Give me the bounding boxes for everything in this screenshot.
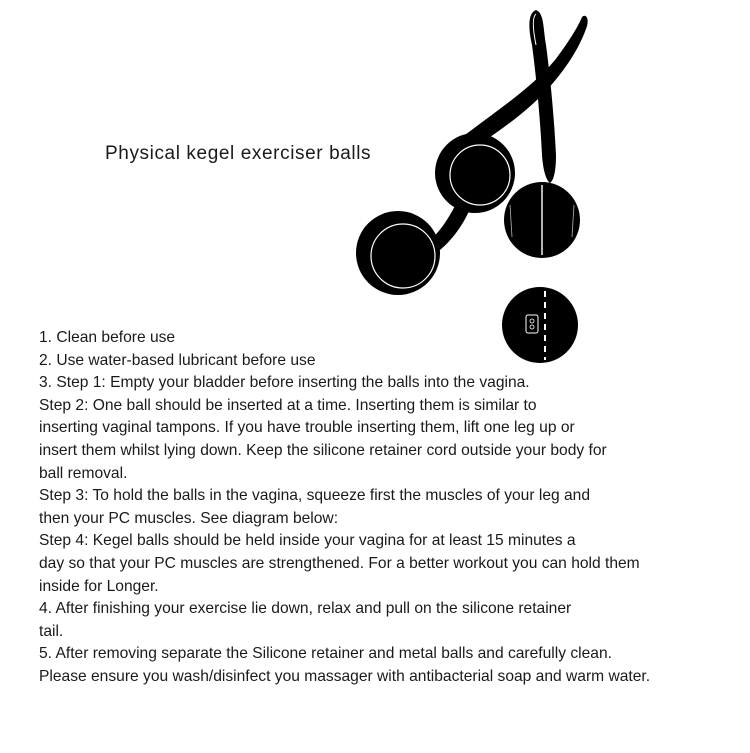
instruction-line: 5. After removing separate the Silicone retainer and metal balls and carefully clean.	[39, 645, 612, 663]
instruction-line: 2. Use water-based lubricant before use	[39, 351, 316, 369]
usage-instructions	[39, 327, 739, 689]
instruction-line: day so that your PC muscles are strengthened. For a better workout you can hold them	[39, 554, 640, 572]
instruction-line: 1. Clean before use	[39, 329, 176, 346]
instruction-line: 3. Step 1: Empty your bladder before inserting the balls into the vagina.	[39, 374, 530, 392]
page-title: Physical kegel exerciser balls	[105, 143, 372, 164]
instruction-line: Step 2: One ball should be inserted at a time. Inserting them is similar to	[39, 396, 537, 414]
instruction-line: ball removal.	[39, 464, 128, 482]
lower-ball	[356, 211, 440, 295]
instruction-line: inside for Longer.	[39, 577, 159, 595]
instruction-line: insert them whilst lying down. Keep the silicone retainer cord outside your body for	[39, 441, 607, 459]
instruction-line: Step 4: Kegel balls should be held inside your vagina for at least 15 minutes a	[39, 532, 576, 550]
kegel-balls-illustration	[340, 5, 600, 370]
instruction-line: tail.	[39, 622, 64, 640]
instruction-line: inserting vaginal tampons. If you have trouble inserting them, lift one leg up or	[39, 419, 575, 437]
instruction-line: 4. After finishing your exercise lie down, relax and pull on the silicone retainer	[39, 600, 572, 618]
instruction-line: Step 3: To hold the balls in the vagina, squeeze first the muscles of your leg and	[39, 487, 591, 505]
instruction-line: Please ensure you wash/disinfect you massager with antibacterial soap and warm water.	[39, 667, 651, 685]
instruction-line: then your PC muscles. See diagram below:	[39, 509, 339, 527]
